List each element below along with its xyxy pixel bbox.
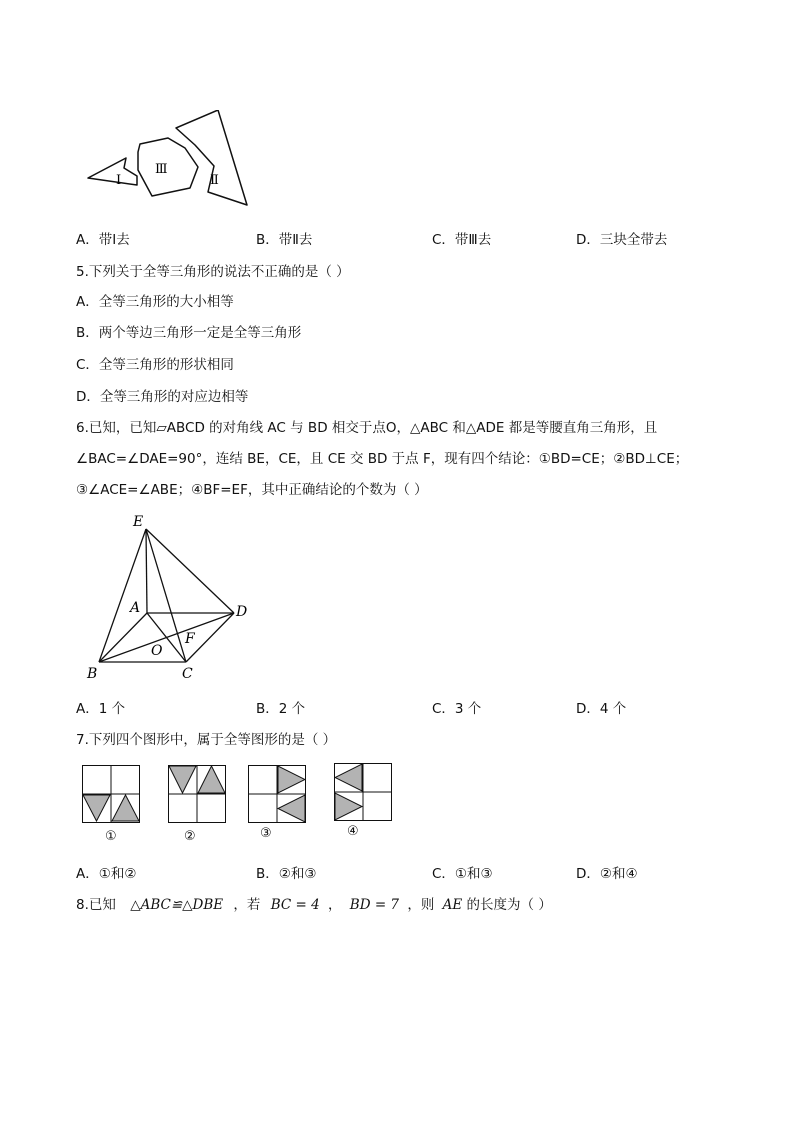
q6-option-c[interactable]: C．3 个 xyxy=(432,701,482,717)
q5-option-b[interactable]: B．两个等边三角形一定是全等三角形 xyxy=(76,325,302,341)
q8-sep2: ， xyxy=(328,897,342,913)
label-o: O xyxy=(151,643,163,659)
q8-sep3: ，则 xyxy=(407,897,435,913)
q6-stem-line3: ③∠ACE=∠ABE；④BF=EF，其中正确结论的个数为（ ） xyxy=(76,482,428,498)
q4-option-b[interactable]: B．带Ⅱ去 xyxy=(256,232,313,248)
q8-stem xyxy=(76,893,552,913)
q7-figure-3 xyxy=(248,765,306,823)
q7-option-d[interactable]: D．②和④ xyxy=(576,866,638,882)
q5-option-c[interactable]: C．全等三角形的形状相同 xyxy=(76,357,234,373)
label-c: C xyxy=(182,666,193,682)
label-e: E xyxy=(133,514,144,530)
q6-option-d[interactable]: D．4 个 xyxy=(576,701,627,717)
q5-stem: 5.下列关于全等三角形的说法不正确的是（ ） xyxy=(76,264,350,280)
label-b: B xyxy=(87,666,98,682)
label-a: A xyxy=(130,600,141,616)
q7-option-b[interactable]: B．②和③ xyxy=(256,866,317,882)
piece-1 xyxy=(88,158,137,185)
q8-stem-suffix: 的长度为（ ） xyxy=(466,897,552,913)
piece-3-label: Ⅲ xyxy=(155,162,168,177)
q8-sep1: ，若 xyxy=(233,897,261,913)
q6-stem-line1: 6.已知，已知▱ABCD 的对角线 AC 与 BD 相交于点O，△ABC 和△ADE 都是等腰直角三角形，且 xyxy=(76,420,658,436)
q8-math-ae: AE xyxy=(442,897,463,913)
q8-stem-prefix: 8.已知 xyxy=(76,897,116,913)
q4-option-a[interactable]: A．带Ⅰ去 xyxy=(76,232,130,248)
q8-math-bd: BD = 7 xyxy=(349,897,400,913)
q7-figure-1 xyxy=(82,765,140,823)
q8-math-congruence: △ABC≌△DBE xyxy=(130,897,224,913)
label-f: F xyxy=(185,631,195,647)
q7-stem: 7.下列四个图形中，属于全等图形的是（ ） xyxy=(76,732,337,748)
piece-2 xyxy=(176,110,247,205)
q5-option-d[interactable]: D．全等三角形的对应边相等 xyxy=(76,389,249,405)
q4-option-d[interactable]: D．三块全带去 xyxy=(576,232,668,248)
q8-math-bc: BC = 4 xyxy=(270,897,320,913)
q7-caption-3: ③ xyxy=(260,826,272,841)
q4-figure xyxy=(80,110,260,210)
q5-option-a[interactable]: A．全等三角形的大小相等 xyxy=(76,294,234,310)
piece-2-label: Ⅱ xyxy=(210,173,219,188)
q6-figure xyxy=(86,512,256,682)
q7-option-c[interactable]: C．①和③ xyxy=(432,866,493,882)
q7-caption-4: ④ xyxy=(347,824,359,839)
label-d: D xyxy=(236,604,248,620)
piece-3 xyxy=(138,138,198,196)
q6-stem-line2: ∠BAC=∠DAE=90°，连结 BE，CE，且 CE 交 BD 于点 F，现有四个结论：①BD=CE；②BD⊥CE； xyxy=(76,451,689,467)
q7-caption-2: ② xyxy=(184,829,196,844)
q6-option-a[interactable]: A．1 个 xyxy=(76,701,126,717)
piece-1-label: Ⅰ xyxy=(116,173,122,188)
q4-option-c[interactable]: C．带Ⅲ去 xyxy=(432,232,492,248)
q7-figure-2 xyxy=(168,765,226,823)
q7-caption-1: ① xyxy=(105,829,117,844)
q6-option-b[interactable]: B．2 个 xyxy=(256,701,306,717)
q7-figure-4 xyxy=(334,763,392,821)
q7-option-a[interactable]: A．①和② xyxy=(76,866,137,882)
